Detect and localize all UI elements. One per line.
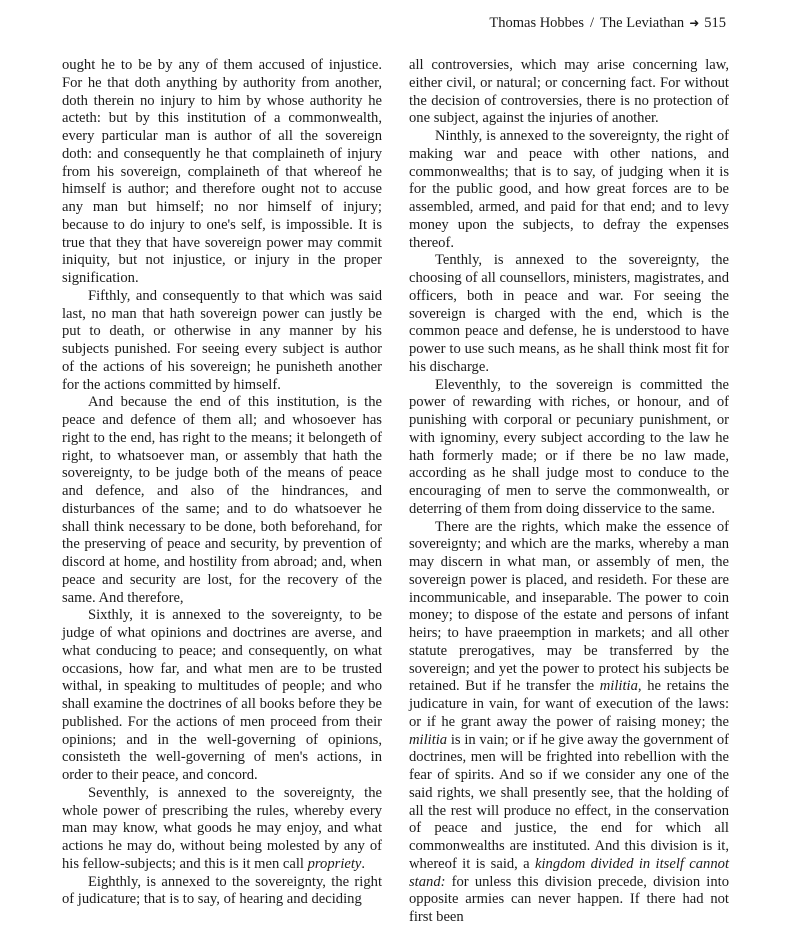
paragraph — [62, 57, 382, 288]
paragraph — [62, 394, 382, 607]
paragraph — [409, 128, 729, 252]
paragraph-text: Eighthly, is annexed to the sovereignty, the right of judicature; that is to say, of hearing and deciding — [62, 873, 382, 908]
paragraph — [62, 607, 382, 785]
paragraph — [409, 57, 729, 128]
paragraph-text: Tenthly, is annexed to the sovereignty, the choosing of all counsellors, ministers, magistrates, and officers, both in peace and war. For seeing the sovereign is charged with the end, which is the common peace and defense, he is understood to have power to use such means, as he shall think most fit for his discharge. — [409, 252, 729, 375]
paragraph-text: . — [361, 855, 366, 872]
header-book-title: The Leviathan — [600, 15, 685, 31]
paragraph-text: all controversies, which may arise concerning law, either civil, or natural; or concerning fact. For without the decision of controversies, there is no protection of one subject, against the injuries of another. — [409, 57, 729, 127]
right-text-column — [409, 57, 729, 927]
paragraph-text: is in vain; or if he give away the government of doctrines, men will be frighted into rebellion with the fear of spirits. And so if we consider any one of the said rights, we shall presently see, that the holding of all the rest will produce no effect, in the conservation of peace and justice, the end for which all commonwealths are instituted. And this division is it, whereof it is said, a — [409, 731, 729, 872]
paragraph — [409, 377, 729, 519]
italic-text: kingdom divided in itself cannot stand: — [409, 855, 729, 890]
page-number: 515 — [704, 15, 726, 31]
left-text-column — [62, 57, 382, 909]
paragraph-text: Seventhly, is annexed to the sovereignty, the whole power of prescribing the rules, whereby every man may know, what goods he may enjoy, and what actions he may do, without being molested by any of his fellow-subjects; and this is it men call — [62, 784, 382, 872]
paragraph — [409, 519, 729, 927]
paragraph-text: Eleventhly, to the sovereign is committed the power of rewarding with riches, or honour, and of punishing with corporal or pecuniary punishment, or with ignominy, every subject according to the law he hath formerly made; or if there be no law made, according as he shall judge most to conduce to the encouraging of men to serve the commonwealth, or deterring of them from doing disservice to the same. — [409, 376, 729, 517]
arrow-icon: ➜ — [689, 16, 700, 30]
header-separator: / — [590, 15, 595, 31]
italic-text: militia, — [599, 678, 642, 695]
paragraph-text: Sixthly, it is annexed to the sovereignty, to be judge of what opinions and doctrines are averse, and what conducing to peace; and consequently, on what occasions, how far, and what men are to be trusted withal, in speaking to multitudes of people; and who shall examine the doctrines of all books before they be published. For the actions of men proceed from their opinions; and in the well-governing of opinions, consisteth the well-governing of men's actions, in order to their peace, and concord. — [62, 607, 382, 783]
paragraph-text: There are the rights, which make the essence of sovereignty; and which are the marks, whereby a man may discern in what man, or assembly of men, the sovereign power is placed, and resideth. For these are incommunicable, and inseparable. The power to coin money; to dispose of the estate and persons of infant heirs; to have praeemption in markets; and all other statute prerogatives, may be transferred by the sovereign; and yet the power to protect his subjects be retained. But if he transfer the — [409, 518, 729, 695]
italic-text: propriety — [307, 855, 362, 872]
paragraph — [62, 785, 382, 874]
paragraph-text: And because the end of this institution, is the peace and defence of them all; and whosoever has right to the end, has right to the means; it belongeth of right, to whatsoever man, or assembly that hath the sovereignty, to be judge both of the means of peace and defence, and also of the hindrances, and disturbances of the same; and to do whatsoever he shall think necessary to be done, both beforehand, for the preserving of peace and security, by prevention of discord at home, and hostility from abroad; and, when peace and security are lost, for the recovery of the same. And therefore, — [62, 394, 382, 606]
italic-text: militia — [409, 731, 448, 748]
header-author: Thomas Hobbes — [489, 15, 585, 31]
paragraph-text: Fifthly, and consequently to that which was said last, no man that hath sovereign power can justly be put to death, or otherwise in any manner by his subjects punished. For seeing every subject is author of the actions of his sovereign; he punisheth another for the actions committed by himself. — [62, 287, 382, 393]
paragraph-text: Ninthly, is annexed to the sovereignty, the right of making war and peace with other nations, and commonwealths; that is to say, of judging when it is for the public good, and how great forces are to be assembled, armed, and paid for that end; and to levy money upon the subjects, to defray the expenses thereof. — [409, 128, 729, 251]
paragraph — [409, 252, 729, 376]
paragraph — [62, 874, 382, 910]
running-header — [489, 14, 726, 32]
paragraph-text: for unless this division precede, division into opposite armies can never happen. If there had not first been — [409, 873, 729, 925]
paragraph-text: he retains the judicature in vain, for want of execution of the laws: or if he grant away the power of raising money; the — [409, 678, 730, 730]
paragraph-text: ought he to be by any of them accused of injustice. For he that doth anything by authority from another, doth therein no injury to him by whose authority he acteth: but by this institution of a commonwealth, every particular man is author of all the sovereign doth: and consequently he that complaineth of injury from his sovereign, complaineth of that whereof he himself is author; and therefore ought not to accuse any man but himself; no nor himself of injury; because to do injury to one's self, is impossible. It is true that they that have sovereign power may commit iniquity, but not injustice, or injury in the proper signification. — [62, 57, 382, 286]
paragraph — [62, 288, 382, 395]
